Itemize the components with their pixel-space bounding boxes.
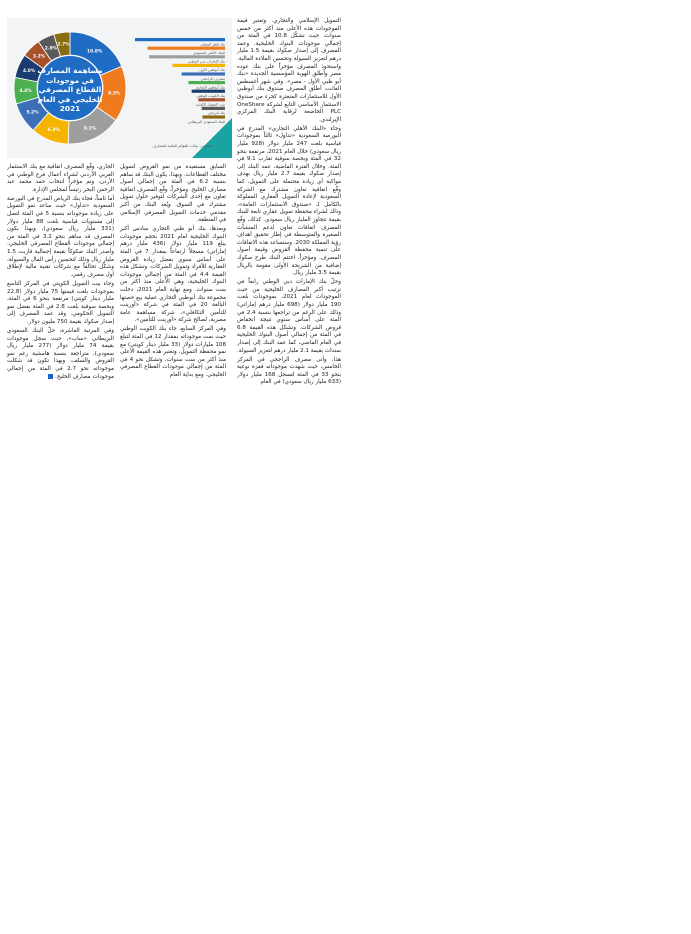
- donut-slice-label: 2.7%: [57, 42, 70, 48]
- paragraph: الجاري، وقّع المصرف اتفاقية مع بنك الاستثمار العربي الأردني لشراء أعمال فرع الوطني في الأردن، وتم مؤخراً انتخاب حمد محمد عبد الرحمن البحر رئيساً لمجلس الإدارة.: [7, 164, 114, 193]
- paragraph: السابق مستفيدة من نمو القروض لتمويل مختلف القطاعات. وبهذا، يكون البنك قد ساهم بنسبة 6.2 في المئة من إجمالي أصول مصارف الخليج. ومؤخراً، وقّع المصرف اتفاقية تعاون مع إحدى الشركات لتوفير حلول تمويل مشترك في السوق. ويُعد البنك من أكبر مقدمي خدمات التمويل المصرفي الإسلامي في المنطقة.: [120, 164, 226, 224]
- donut-slice-label: 4.0%: [23, 68, 36, 74]
- bar-label: بنك أبوظبي الأول: [199, 68, 225, 73]
- infographic-source: المصدر: بيانات القوائم المالية للمصارف: [152, 144, 212, 148]
- bar-label: بنك أبوظبي التجاري: [195, 85, 225, 90]
- bar: [173, 64, 226, 67]
- bar-label: بنك الإمارات دبي الوطني: [187, 59, 225, 64]
- bar: [148, 47, 226, 50]
- bank-assets-infographic: [7, 18, 232, 158]
- bar: [192, 90, 225, 93]
- bar: [202, 107, 225, 110]
- donut-slice-label: 2.8%: [44, 46, 57, 52]
- article-column-right: [237, 18, 341, 389]
- bar-label: بيت التمويل الكويتي: [195, 102, 225, 107]
- bar-label: البنك الأهلي السعودي: [192, 51, 225, 55]
- donut-slice-label: 4.4%: [19, 88, 32, 94]
- bar: [188, 81, 225, 84]
- paragraph: هذا، وأتى مصرف الراجحي في المركز الخامس، حيث شهدت موجوداته قفزة نوعية بنحو 33 في المئة لتسجل 168 مليار دولار (633 مليار ريال سعودي) في العام: [237, 356, 341, 386]
- bar: [149, 55, 225, 58]
- paragraph: وبعدها، بنك أبو ظبي التجاري سادس أكبر البنوك الخليجية لعام 2021 بحجم موجودات يبلغ 119 مليار دولار (436 مليار درهم إماراتي) مسجلاً ارتفاعاً بمقدار 7 في المئة على أساس سنوي بفضل زيادة القروض العقارية للأفراد وتمويل الشركات. وتشكل هذه القيمة 4.4 في المئة من إجمالي موجودات البنوك الخليجية، وهي الأعلى منذ أكثر من ست سنوات. ومع نهاية العام 2021، دخلت مجموعة بنك أبوظبي التجاري عملية بيع حصتها البالغة 20 في المئة في شركة «أورينت للتأمين التكافلي»، شركة مساهمة عامة مصرية، لصالح شركة «أورينت للتأمين».: [120, 226, 227, 324]
- article-column-middle: [120, 164, 226, 381]
- paragraph: وجاء بيت التمويل الكويتي في المركز التاسع بموجودات بلغت قيمتها 75 مليار دولار (22.8 مليار دينار كويتي) مرتفعة بنحو 6 في المئة، وبحصة سوقية بلغت 2.8 في المئة بفضل نمو التمويل الحكومي. وقد عمد المصرف إلى إصدار صكوك بقيمة 750 مليون دولار.: [7, 280, 115, 325]
- paragraph: أما ثامناً، فجاء بنك الرياض المدرج في البورصة السعودية «تداول» حيث ساعد نمو التمويل على زيادة موجوداته بنسبة 5 في المئة لتصل إلى مستويات قياسية بلغت 88 مليار دولار (331 مليار ريال سعودي)، وبهذا يكون المصرف قد ساهم بنحو 3.2 في المئة من إجمالي موجودات القطاع المصرفي الخليجي. وأصدر البنك صكوكاً بقيمة إجمالية قاربت 1.5 مليار ريال وذلك لتحسين رأس المال والسيولة، وشكّل تحالفاً مع شركات تقنية مالية لإطلاق أول مصرف رقمي.: [7, 195, 114, 278]
- bar: [203, 115, 226, 118]
- donut-slice-label: 10.8%: [87, 49, 103, 55]
- paragraph: [7, 328, 114, 381]
- infographic-title: مساهمة المصارف في موجودات القطاع المصرفي الخليجي في العام 2021: [37, 66, 103, 114]
- paragraph: التمويل الإسلامي والتجاري. وتعتبر قيمة الموجودات هذه الأعلى منذ أكثر من خمس سنوات، حيث تشكّل 10.8 في المئة من إجمالي موجودات البنوك الخليجية. وعمد المصرف إلى إصدار صكوك بقيمة 1.5 مليار درهم لتعزيز السيولة وتحسين الملاءة المالية. واستحوذ المصرف مؤخراً على بنك عوده مصر وأطلق الهوية المؤسسية الجديدة «بنك أبو ظبي الأول - مصر». وفي شهر أغسطس الفائت، أطلق المصرف صندوق بنك أبوظبي الأول للاستثمارات المتعثرة كجزء من صندوق الاستثمار الأساسي التابع لشركة OneShare PLC الخاضعة لرقابة البنك المركزي الإيرلندي.: [237, 18, 341, 123]
- paragraph: وحلّ بنك الإمارات دبي الوطني رابعاً في ترتيب أكبر المصارف الخليجية من حيث الموجودات لعام 2021، بموجودات بلغت 190 مليار دولار (698 مليار درهم إماراتي) وذلك على الرغم من تراجعها بنسبة 2.4 في المئة على أساس سنوي نتيجة انخفاض قروض الشركات. وتشكل هذه القيمة 6.8 في المئة من إجمالي أصول البنوك الخليجية في العام الماضي، كما عمد البنك إلى إصدار سندات بقيمة 2.1 مليار درهم لتعزيز السيولة.: [237, 279, 342, 354]
- bar: [182, 72, 225, 75]
- bar-label: بنك الرياض: [208, 111, 225, 116]
- donut-slice-label: 3.2%: [32, 54, 46, 60]
- bar-label: مصرف الراجحي: [200, 76, 225, 81]
- donut-slice-label: 6.3%: [47, 128, 60, 134]
- donut-slice-label: 9.1%: [83, 126, 96, 132]
- paragraph: وجاء «البنك الأهلي التجاري» المدرج في البورصة السعودية «تداول» ثالثاً بموجودات قياسية بلغت 247 مليار دولار (928 مليار ريال سعودي) خلال العام 2021، مرتفعة بنحو 32 في المئة وبحصة سوقية تقارب 9.1 في المئة. وخلال الفترة الماضية، عمد البنك إلى إصدار صكوك بقيمة 2.7 مليار ريال بهدف مواكبة أي زيادة محتملة على التمويل، كما وقّع اتفاقية تعاون مشترك مع الشركة السعودية لإعادة التمويل العقاري المملوكة بالكامل لـ «صندوق الاستثمارات العامة»، وذلك لشراء محفظة تمويل عقاري تابعة للبنك بقيمة تتجاوز المليار ريال سعودي. كذلك، وقّع المصرف اتفاقات تعاون لدعم المنشآت الصغيرة والمتوسطة في إطار تحقيق أهداف رؤية المملكة 2030. وستساعد هذه الاتفاقات على تنمية محفظة القروض وقيمة أصول المصرف. ومؤخراً، اختتم البنك طرح صكوك إضافية من الشريحة الأولى مقومة بالريال بقيمة 3.5 مليار ريال.: [237, 125, 342, 277]
- bar-label: البنك السعودي البريطاني: [187, 119, 225, 124]
- bar: [135, 38, 225, 41]
- paragraph-text: وفي المرتبة العاشرة، حلّ البنك السعودي البريطاني «ساب»، حيث سجل موجودات بقيمة 74 مليار دولار (277 مليار ريال سعودي)، متراجعة بنسبة هامشية رغم نمو القروض والسلف، وبهذا تكون قد شكلت موجوداته نحو 2.7 في المئة من إجمالي موجودات مصارف الخليج.: [7, 327, 115, 380]
- bar-label: بنك قطر الوطني: [200, 42, 225, 47]
- article-end-mark: [48, 374, 53, 379]
- paragraph: وفي المركز السابع، جاء بنك الكويت الوطني حيث نمت موجوداته بمقدار 12 في المئة لتبلغ 108 مليارات دولار (33 مليار دينار كويتي) مع نمو محفظة التمويل، وتعتبر هذه القيمة الأعلى منذ أكثر من ست سنوات، وتشكل نحو 4 في المئة من إجمالي موجودات القطاع المصرفي الخليجي. ومع بداية العام: [120, 326, 227, 379]
- bar: [198, 98, 225, 101]
- article-column-left: [7, 164, 114, 383]
- donut-slice-label: 9.3%: [108, 91, 121, 97]
- bar-label: بنك الكويت الوطني: [196, 94, 225, 98]
- donut-slice-label: 5.2%: [26, 110, 39, 116]
